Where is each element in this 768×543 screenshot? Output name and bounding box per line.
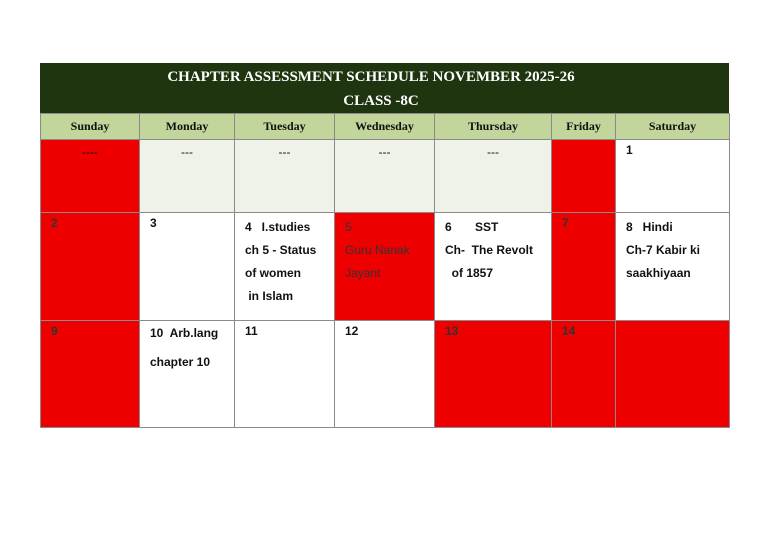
date-number: 2 xyxy=(51,216,58,230)
entry-line: 10 Arb.lang xyxy=(150,326,219,340)
day-cell xyxy=(335,213,435,321)
day-cell xyxy=(552,213,616,321)
day-header-wednesday: Wednesday xyxy=(335,114,435,140)
entry-line: of 1857 xyxy=(445,266,494,280)
day-cell xyxy=(235,213,335,321)
day-cell xyxy=(140,213,235,321)
day-header-saturday: Saturday xyxy=(616,114,730,140)
entry-line: 5 xyxy=(345,220,352,234)
day-cell xyxy=(435,140,552,213)
schedule-sheet xyxy=(40,63,729,428)
day-cell xyxy=(552,140,616,213)
empty-marker: --- xyxy=(278,145,291,159)
day-cell xyxy=(616,140,730,213)
day-cell xyxy=(435,213,552,321)
day-cell xyxy=(616,321,730,428)
week-row-1 xyxy=(41,140,730,213)
assessment-entry xyxy=(626,216,700,285)
date-number: 3 xyxy=(150,216,157,230)
day-cell xyxy=(41,321,140,428)
date-number: 14 xyxy=(562,324,576,338)
empty-marker: --- xyxy=(378,145,391,159)
assessment-entry xyxy=(150,319,218,377)
weekday-header-row xyxy=(41,114,730,140)
day-header-tuesday: Tuesday xyxy=(235,114,335,140)
entry-line: of women xyxy=(245,266,301,280)
entry-line: 6 SST xyxy=(445,220,499,234)
empty-marker: ---- xyxy=(82,145,98,159)
entry-line: in Islam xyxy=(245,289,294,303)
entry-line: Guru Nanak xyxy=(345,243,410,257)
day-cell xyxy=(435,321,552,428)
date-number: 12 xyxy=(345,324,359,338)
date-number: 1 xyxy=(626,143,633,157)
day-cell xyxy=(41,213,140,321)
week-row-3 xyxy=(41,321,730,428)
date-number: 7 xyxy=(562,216,569,230)
date-number: 11 xyxy=(245,324,258,338)
day-header-sunday: Sunday xyxy=(41,114,140,140)
entry-line: Ch-7 Kabir ki xyxy=(626,243,701,257)
calendar-table xyxy=(40,113,730,428)
assessment-entry xyxy=(245,216,316,308)
entry-line: Ch- The Revolt xyxy=(445,243,534,257)
day-cell xyxy=(41,140,140,213)
day-cell xyxy=(552,321,616,428)
date-number: 9 xyxy=(51,324,58,338)
day-header-friday: Friday xyxy=(552,114,616,140)
day-cell xyxy=(335,321,435,428)
empty-marker: --- xyxy=(181,145,193,159)
class-subtitle: CLASS -8C xyxy=(343,93,419,109)
assessment-entry xyxy=(445,216,533,285)
day-cell xyxy=(235,140,335,213)
title-bar xyxy=(40,63,729,113)
day-cell xyxy=(335,140,435,213)
entry-line: saakhiyaan xyxy=(626,266,691,280)
entry-line: Jayant xyxy=(345,266,381,280)
entry-line: ch 5 - Status xyxy=(245,243,317,257)
day-header-thursday: Thursday xyxy=(435,114,552,140)
day-header-monday: Monday xyxy=(140,114,235,140)
week-row-2 xyxy=(41,213,730,321)
entry-line: chapter 10 xyxy=(150,355,211,369)
day-cell xyxy=(140,140,235,213)
day-cell xyxy=(616,213,730,321)
day-cell xyxy=(140,321,235,428)
empty-marker: --- xyxy=(487,145,499,159)
date-number: 13 xyxy=(445,324,459,338)
schedule-title: CHAPTER ASSESSMENT SCHEDULE NOVEMBER 2025-26 xyxy=(167,69,575,85)
entry-line: 8 Hindi xyxy=(626,220,673,234)
entry-line: 4 I.studies xyxy=(245,220,311,234)
holiday-entry xyxy=(345,216,410,285)
day-cell xyxy=(235,321,335,428)
